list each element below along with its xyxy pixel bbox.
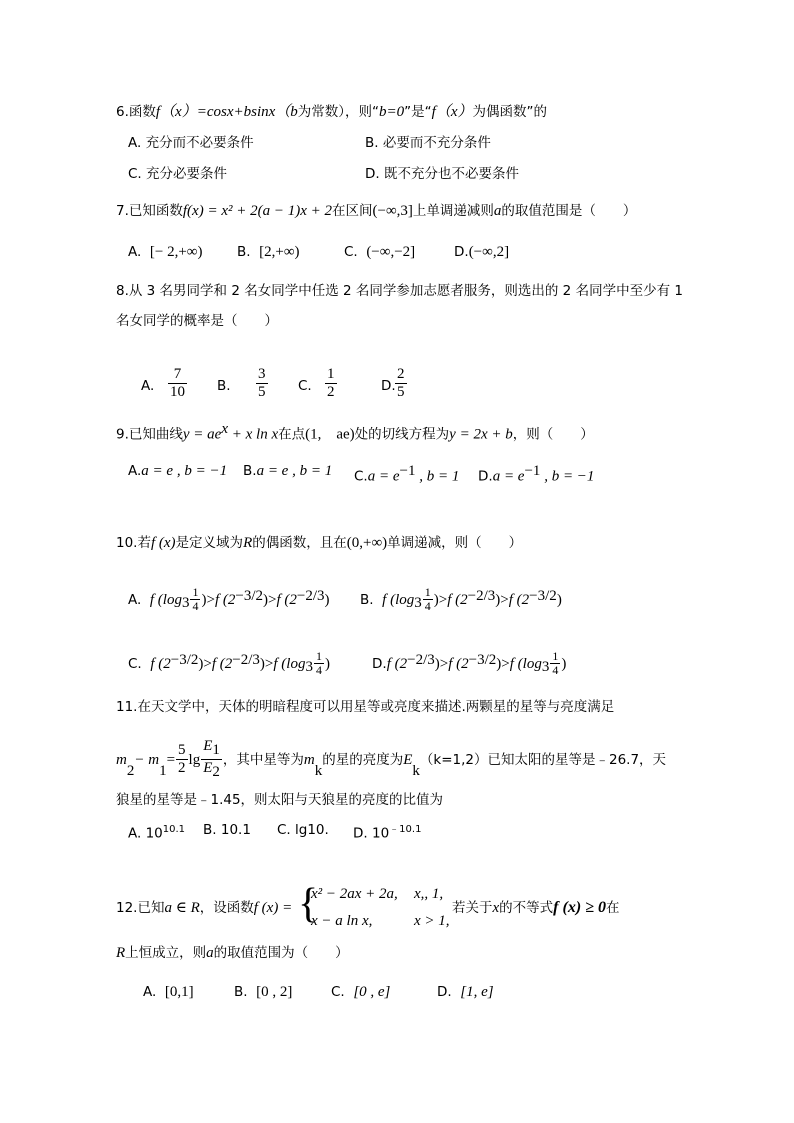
q8-stem-line1: 8.从 3 名男同学和 2 名女同学中任选 2 名同学参加志愿者服务，则选出的 2 名同学中至少有 1 xyxy=(116,283,683,299)
q8-stem-line2: 名女同学的概率是（ ） xyxy=(116,313,278,329)
q6-option-c: C. 充分必要条件 xyxy=(128,166,228,182)
q10-fraction xyxy=(314,650,324,677)
q11-option-c-label: C. xyxy=(277,822,291,838)
q10-stem-text: 的偶函数，且在 xyxy=(252,535,347,551)
q10-domain: R xyxy=(243,535,253,551)
q10-log-base: 3 xyxy=(541,659,550,675)
q9-stem-text: ，则（ ） xyxy=(512,426,594,443)
q6-option-b: B. 必要而不充分条件 xyxy=(365,135,491,151)
q10-log-base: 3 xyxy=(305,659,313,675)
q11-option-d xyxy=(353,820,421,844)
q8-option-c-label: C. xyxy=(298,378,312,394)
q10-option-b-label: B. xyxy=(360,591,374,608)
q7-stem-text: 的取值范围是（ ） xyxy=(501,203,637,219)
q12-r: R xyxy=(116,945,126,961)
q7-interval: (−∞,3] xyxy=(372,203,413,219)
q12-case2-condition: x > 1, xyxy=(414,913,450,929)
q12-option-a-value: [0,1] xyxy=(164,984,194,1000)
q12-stem-text: 12.已知 xyxy=(116,900,165,916)
q12-stem-text: 若关于 xyxy=(452,900,493,916)
q11-option-b-value: 10.1 xyxy=(220,822,251,838)
q10-power-term: f (2 xyxy=(447,591,468,608)
q7-option-c xyxy=(344,242,415,262)
q7-option-b-label: B. xyxy=(237,244,251,260)
q10-fraction-numerator: 1 xyxy=(424,585,431,599)
q10-gt: > xyxy=(206,591,215,608)
q7-stem-text: 上单调递减则 xyxy=(412,203,494,219)
q12-case2 xyxy=(311,911,372,931)
q9-option-a-value: a = e , b = −1 xyxy=(141,463,228,479)
q10-paren: ) xyxy=(496,655,502,672)
q9-point: (1, ae) xyxy=(305,426,355,443)
q11-m1-sub: 1 xyxy=(159,763,167,779)
q10-stem-text: 单调递减，则（ ） xyxy=(387,535,523,551)
q11-fraction-5-2 xyxy=(176,742,188,777)
q9-option-d-value: a = e xyxy=(492,468,525,485)
q10-exponent: −2/3 xyxy=(407,652,435,668)
q7-option-c-label: C. xyxy=(344,244,358,260)
q9-option-d-exponent: −1 xyxy=(524,463,541,479)
q6-stem-text: 为常数），则“ xyxy=(297,104,380,120)
q10-log-term: f (log xyxy=(382,591,415,608)
q12-option-b-value: [0 , 2] xyxy=(256,984,293,1000)
q12-x: x xyxy=(492,900,500,916)
q10-exponent: −3/2 xyxy=(468,652,497,668)
q10-log-base: 3 xyxy=(181,595,190,611)
q10-power-term: f (2 xyxy=(386,655,408,672)
q12-stem-text: 的取值范围为（ ） xyxy=(213,945,349,961)
q10-power-term: f (2 xyxy=(508,591,530,608)
q9-curve-term: + x ln x xyxy=(228,426,279,443)
q7-stem-text: 在区间 xyxy=(332,203,373,219)
q12-option-c-label: C. xyxy=(331,984,345,1000)
q10-gt: > xyxy=(439,655,449,672)
q10-exponent: −2/3 xyxy=(232,652,260,668)
q12-stem-start xyxy=(116,898,292,918)
q11-m2-sub: 2 xyxy=(126,763,135,779)
q11-option-a-exponent: 10.1 xyxy=(162,824,186,835)
q9-option-b-value: a = e , b = 1 xyxy=(256,463,333,479)
q10-option-c-label: C. xyxy=(128,655,142,672)
q12-stem-text: 的不等式 xyxy=(499,900,554,916)
q10-fraction-denominator: 4 xyxy=(552,663,559,677)
q10-exponent: −2/3 xyxy=(467,588,496,604)
q10-fraction-denominator: 4 xyxy=(192,599,199,613)
q7-option-c-value: (−∞,−2] xyxy=(366,244,416,260)
q11-fraction-denominator: 2 xyxy=(178,760,186,776)
q9-stem-text: 在点 xyxy=(278,426,306,443)
q9-option-b-label: B. xyxy=(243,463,257,479)
q10-stem-text: 10.若 xyxy=(116,535,151,551)
q12-stem-text: 上恒成立，则 xyxy=(125,945,207,961)
q10-power-term: f (2 xyxy=(276,591,297,608)
q10-power-term: f (2 xyxy=(150,655,171,672)
q7-option-d-value: (−∞,2] xyxy=(468,244,510,260)
q12-function: f (x) = xyxy=(253,900,293,916)
q10-fraction-numerator: 1 xyxy=(552,649,559,663)
q10-exponent: −3/2 xyxy=(529,588,557,604)
q9-tangent-line: y = 2x + b xyxy=(449,426,513,443)
q11-stem-text: ，其中星等为 xyxy=(222,751,304,768)
q12-option-a-label: A. xyxy=(143,984,157,1000)
q9-option-d-label: D. xyxy=(478,468,493,485)
q10-paren: ) xyxy=(263,591,269,608)
q10-gt: > xyxy=(264,655,274,672)
q12-option-c-value: [0 , e] xyxy=(353,984,391,1000)
q12-case1-condition: x,, 1, xyxy=(414,886,444,902)
q10-paren: ) xyxy=(433,591,439,608)
q9-option-c-label: C. xyxy=(354,468,368,485)
q11-e1: E xyxy=(203,738,213,754)
q11-e2: E xyxy=(203,760,213,776)
q11-e2-sub: 2 xyxy=(212,764,220,780)
q8-option-c-denominator: 2 xyxy=(327,384,335,400)
q12-stem-line2 xyxy=(116,943,349,963)
q8-option-d-label: D. xyxy=(381,378,396,394)
q10-gt: > xyxy=(268,591,277,608)
q12-case2-expr: x − a ln x, xyxy=(311,913,373,929)
q12-case2-cond xyxy=(414,911,450,931)
q11-m2: m xyxy=(116,751,127,768)
q10-log-term: f (log xyxy=(273,655,306,672)
q6-function: f（x）=cosx+bsinx（b xyxy=(155,104,298,120)
q12-option-d-label: D. xyxy=(437,984,452,1000)
q8-option-c-numerator: 1 xyxy=(327,366,335,382)
q10-option-d-label: D. xyxy=(372,655,387,672)
q10-option-a xyxy=(128,586,330,613)
q10-log-term: f (log xyxy=(509,655,542,672)
q10-stem xyxy=(116,533,522,553)
q7-option-a-label: A. xyxy=(128,244,142,260)
q11-mk: m xyxy=(303,751,315,768)
q9-option-c-exponent: −1 xyxy=(399,463,416,479)
q6-function-ref: f（x） xyxy=(431,104,473,120)
q10-option-d xyxy=(372,650,566,677)
q8-option-d-numerator: 2 xyxy=(397,366,405,382)
q10-option-c xyxy=(128,650,330,677)
q11-option-a xyxy=(128,820,185,844)
q7-variable: a xyxy=(493,203,502,219)
q10-paren: ) xyxy=(434,655,440,672)
q10-power-term: f (2 xyxy=(448,655,469,672)
q11-mk-sub: k xyxy=(314,763,323,779)
q10-option-b xyxy=(360,586,562,613)
q12-stem-text: 在 xyxy=(605,900,620,916)
q10-interval: (0,+∞) xyxy=(346,535,388,551)
q7-function: f(x) = x² + 2(a − 1)x + 2 xyxy=(182,203,332,219)
q10-paren: ) xyxy=(198,655,204,672)
q6-option-d: D. 既不充分也不必要条件 xyxy=(365,166,519,182)
q11-option-b-label: B. xyxy=(203,822,217,838)
q11-stem-line1: 11.在天文学中，天体的明暗程度可以用星等或亮度来描述.两颗星的星等与亮度满足 xyxy=(116,699,615,715)
q6-stem xyxy=(116,102,547,122)
q11-m1: − m xyxy=(134,751,160,768)
q11-stem-text: 的星的亮度为 xyxy=(322,751,404,768)
q11-lg: lg xyxy=(188,751,201,768)
q6-stem-text: ”是“ xyxy=(404,104,432,120)
q10-fraction-denominator: 4 xyxy=(315,663,322,677)
q10-function: f (x) xyxy=(150,535,176,551)
q8-option-b-label: B. xyxy=(217,378,231,394)
q10-paren: ) xyxy=(201,591,207,608)
q7-stem-text: 7.已知函数 xyxy=(116,203,183,219)
q10-paren: ) xyxy=(495,591,501,608)
q8-option-b-fraction xyxy=(256,366,268,401)
q8-option-a-numerator: 7 xyxy=(173,366,182,382)
q9-option-a-label: A. xyxy=(128,463,142,479)
q11-option-d-value: 10 xyxy=(371,825,390,842)
q12-a: a xyxy=(206,945,214,961)
q12-case1 xyxy=(311,884,398,904)
q9-stem-text: 9.已知曲线 xyxy=(116,426,183,443)
q6-stem-text: 为偶函数”的 xyxy=(472,104,547,120)
q10-paren: ) xyxy=(556,591,562,608)
q9-option-a xyxy=(128,461,227,481)
q8-option-b-numerator: 3 xyxy=(258,366,266,382)
q10-stem-text: 是定义域为 xyxy=(175,535,244,551)
q10-fraction-numerator: 1 xyxy=(192,585,199,599)
q11-option-d-label: D. xyxy=(353,825,368,842)
q11-option-c xyxy=(277,820,329,840)
q11-ek: E xyxy=(403,751,413,768)
q9-option-d-value-b: , b = −1 xyxy=(540,468,595,485)
q9-option-c-value: a = e xyxy=(367,468,400,485)
q8-option-a-denominator: 10 xyxy=(170,384,185,400)
q12-option-b xyxy=(234,982,292,1002)
q11-stem-line2 xyxy=(116,738,666,781)
q7-option-b-value: [2,+∞) xyxy=(259,244,300,260)
q11-option-c-value: lg10. xyxy=(295,822,329,838)
q9-curve-exponent: x xyxy=(221,421,228,437)
q10-power-term: f (2 xyxy=(214,591,236,608)
q12-piecewise-brace: { xyxy=(298,881,319,927)
q9-option-d xyxy=(478,461,594,487)
q7-option-b xyxy=(237,242,300,262)
q10-paren: ) xyxy=(324,655,330,672)
q10-fraction xyxy=(550,650,560,677)
q9-curve: y = ae xyxy=(182,426,222,443)
q10-exponent: −2/3 xyxy=(296,588,325,604)
q10-exponent: −3/2 xyxy=(235,588,264,604)
q8-option-d-denominator: 5 xyxy=(397,384,405,400)
q6-option-a: A. 充分而不必要条件 xyxy=(128,135,254,151)
q8-option-a-fraction xyxy=(168,366,187,401)
q9-stem xyxy=(116,419,594,445)
q10-fraction xyxy=(190,586,200,613)
q12-a-in-r: a ∈ R xyxy=(164,900,200,916)
q12-case1-cond xyxy=(414,884,443,904)
q7-option-d-label: D. xyxy=(454,244,469,260)
q11-fraction-e1-e2 xyxy=(201,738,222,781)
q10-paren: ) xyxy=(561,655,567,672)
q10-paren: ) xyxy=(324,591,330,608)
q11-e1-sub: 1 xyxy=(212,742,220,758)
q11-ek-sub: k xyxy=(412,763,420,779)
q12-option-a xyxy=(143,982,194,1002)
q12-stem-end xyxy=(452,898,619,918)
q10-gt: > xyxy=(203,655,212,672)
q10-power-term: f (2 xyxy=(211,655,233,672)
q10-gt: > xyxy=(438,591,448,608)
q11-option-b xyxy=(203,820,251,840)
q12-inequality: f (x) ≥ 0 xyxy=(553,899,606,916)
q11-option-a-label: A. xyxy=(128,825,142,842)
q7-option-a xyxy=(128,242,203,262)
q12-case1-expr: x² − 2ax + 2a, xyxy=(311,886,398,902)
q7-option-d xyxy=(454,242,509,262)
q9-option-b xyxy=(243,461,332,481)
q6-stem-text: 6.函数 xyxy=(116,104,156,120)
q9-option-c-value-b: , b = 1 xyxy=(415,468,460,485)
q10-option-a-label: A. xyxy=(128,591,142,608)
q9-stem-text: 处的切线方程为 xyxy=(354,426,450,443)
q12-option-c xyxy=(331,982,390,1002)
q10-fraction-numerator: 1 xyxy=(315,649,322,663)
q11-stem-line3: 狼星的星等是﹣1.45，则太阳与天狼星的亮度的比值为 xyxy=(116,792,444,808)
q10-log-term: f (log xyxy=(149,591,182,608)
q12-option-b-label: B. xyxy=(234,984,248,1000)
q11-fraction-numerator: 5 xyxy=(178,742,186,758)
q10-exponent: −3/2 xyxy=(170,652,199,668)
q10-log-base: 3 xyxy=(414,595,422,611)
q12-option-d xyxy=(437,982,494,1002)
q11-stem-text: （k=1,2）已知太阳的星等是﹣26.7，天 xyxy=(419,751,667,768)
q8-option-a-label: A. xyxy=(141,378,155,394)
q12-option-d-value: [1, e] xyxy=(460,984,494,1000)
q10-gt: > xyxy=(501,655,510,672)
q8-option-c-fraction xyxy=(325,366,337,401)
q8-option-d-fraction xyxy=(395,366,407,401)
q7-stem xyxy=(116,201,636,221)
q6-condition: b=0 xyxy=(379,104,405,120)
q12-stem-text: ，设函数 xyxy=(199,900,254,916)
q11-option-a-value: 10 xyxy=(145,825,163,842)
q11-equals: = xyxy=(166,751,176,768)
q10-fraction-denominator: 4 xyxy=(424,599,431,613)
q10-paren: ) xyxy=(259,655,265,672)
q8-option-b-denominator: 5 xyxy=(258,384,266,400)
q9-option-c xyxy=(354,461,459,487)
q10-gt: > xyxy=(500,591,509,608)
q11-option-d-exponent: ﹣10.1 xyxy=(389,824,422,835)
q7-option-a-value: [− 2,+∞) xyxy=(149,244,203,260)
q10-fraction xyxy=(423,586,433,613)
